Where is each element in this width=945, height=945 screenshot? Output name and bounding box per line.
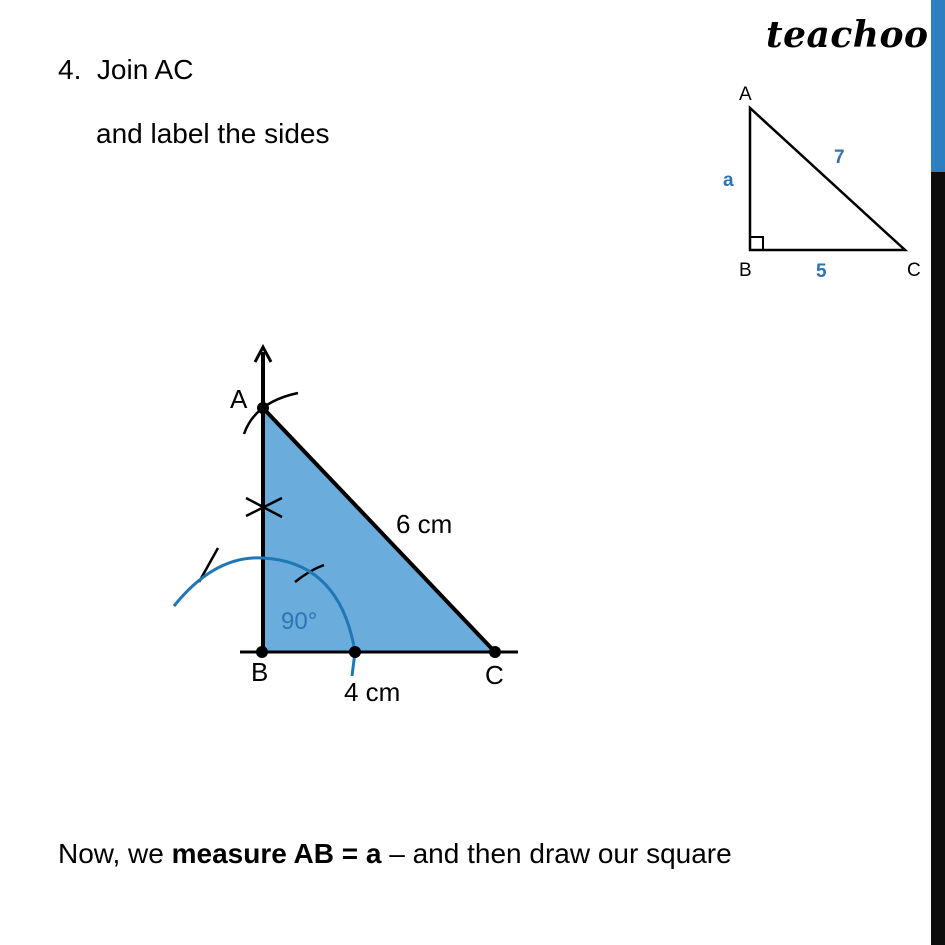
- footer-suffix: – and then draw our square: [381, 838, 732, 869]
- side-bc-label: 4 cm: [344, 677, 401, 707]
- footer-prefix: Now, we: [58, 838, 172, 869]
- ref-side-ac-label: 7: [834, 147, 845, 168]
- footer-text: [58, 838, 732, 870]
- ref-side-bc-label: 5: [816, 261, 827, 282]
- step-number: 4.: [58, 54, 82, 85]
- vertex-b-label: B: [251, 657, 269, 687]
- point-a: [257, 402, 269, 414]
- ref-side-ab-label: a: [723, 170, 734, 191]
- footer-bold: measure AB = a: [171, 838, 382, 869]
- point-arc-intersection: [349, 646, 361, 658]
- ref-vertex-b: B: [739, 260, 752, 281]
- side-ac-label: 6 cm: [396, 509, 453, 539]
- step-subtext: and label the sides: [96, 118, 330, 149]
- vertex-c-label: C: [485, 660, 504, 690]
- ref-vertex-c: C: [907, 260, 921, 281]
- teachoo-logo: teachoo: [766, 14, 929, 56]
- ref-vertex-a: A: [739, 84, 752, 105]
- angle-label: 90°: [281, 608, 318, 635]
- vertex-a-label: A: [230, 384, 248, 414]
- point-c: [489, 646, 501, 658]
- step-text: Join AC: [96, 54, 194, 85]
